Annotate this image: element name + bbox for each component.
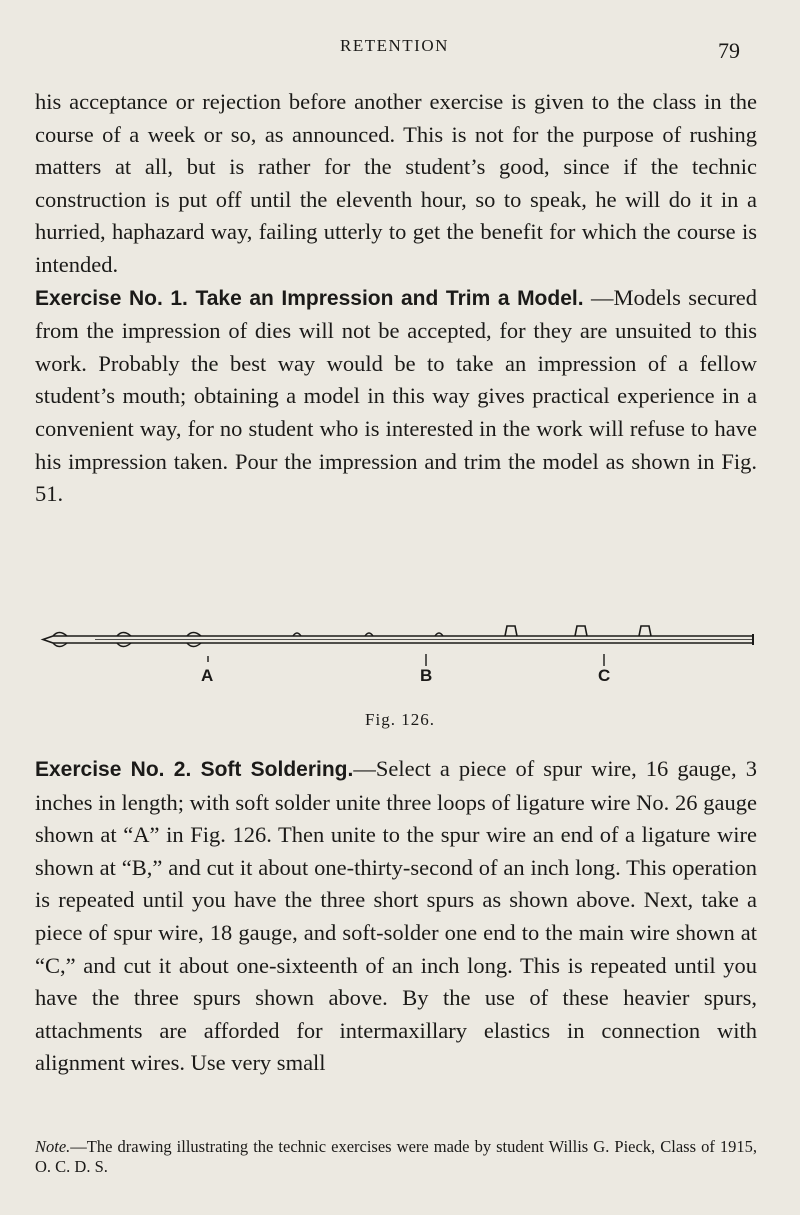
paragraph-exercise-1: [35, 282, 757, 511]
page-number: 79: [718, 38, 740, 63]
body-text-top: [35, 86, 757, 511]
wire-drawing: [35, 624, 765, 694]
figure-label-c: C: [598, 666, 611, 685]
exercise-1-heading: Exercise No. 1. Take an Impression and Trim a Model.: [35, 286, 584, 310]
paragraph-exercise-2: [35, 753, 757, 1080]
body-text-bottom: [35, 753, 757, 1080]
wire-left-end: [43, 636, 53, 643]
page-header: [0, 36, 800, 66]
figure-label-b: B: [420, 666, 433, 685]
heavy-spur-1: [505, 626, 517, 636]
exercise-2-heading: Exercise No. 2. Soft Soldering.: [35, 758, 354, 781]
exercise-1-body: —Models secured from the impression of dies will not be accepted, for they are unsuited to this work. Probably the best way would be to take an impression of a fellow student’s mouth; obtaining a model in this way gives practical experience in a convenient way, for no student who is interested in the work will refuse to have his impression taken. Pour the impression and trim the model as shown in Fig. 51.: [35, 284, 758, 507]
heavy-spurs: [505, 626, 651, 636]
exercise-2-body: —Select a piece of spur wire, 16 gauge, 3 inches in length; with soft solder unite three loops of ligature wire No. 26 gauge shown at “A” in Fig. 126. Then unite to the spur wire an end of a ligature wire shown at “B,” and cut it about one-thirty-second of an inch long. This operation is repeated until you have the three short spurs as shown above. Next, take a piece of spur wire, 18 gauge, and soft-solder one end to the main wire shown at “C,” and cut it about one-sixteenth of an inch long. This is repeated until you have the three spurs shown above. By the use of these heavier spurs, attachments are afforded for intermaxillary elastics in connection with alignment wires. Use very small: [35, 756, 757, 1076]
running-head: RETENTION: [340, 36, 449, 55]
note-label: Note.: [35, 1137, 71, 1156]
note-text: —The drawing illustrating the technic exercises were made by student Willis G. Pieck, Class of 1915, O. C. D. S.: [35, 1137, 757, 1176]
figure-label-a: A: [201, 666, 214, 685]
paragraph-intro: his acceptance or rejection before another exercise is given to the class in the course of a week or so, as announced. This is not for the purpose of rushing matters at all, but is rather for the student’s good, since if the technic construction is put off until the eleventh hour, so to speak, he will do it in a hurried, haphazard way, failing utterly to get the benefit for which the course is intended.: [35, 89, 757, 277]
footnote: [35, 1137, 757, 1177]
figure-caption: Fig. 126.: [365, 710, 435, 729]
heavy-spur-3: [639, 626, 651, 636]
heavy-spur-2: [575, 626, 587, 636]
